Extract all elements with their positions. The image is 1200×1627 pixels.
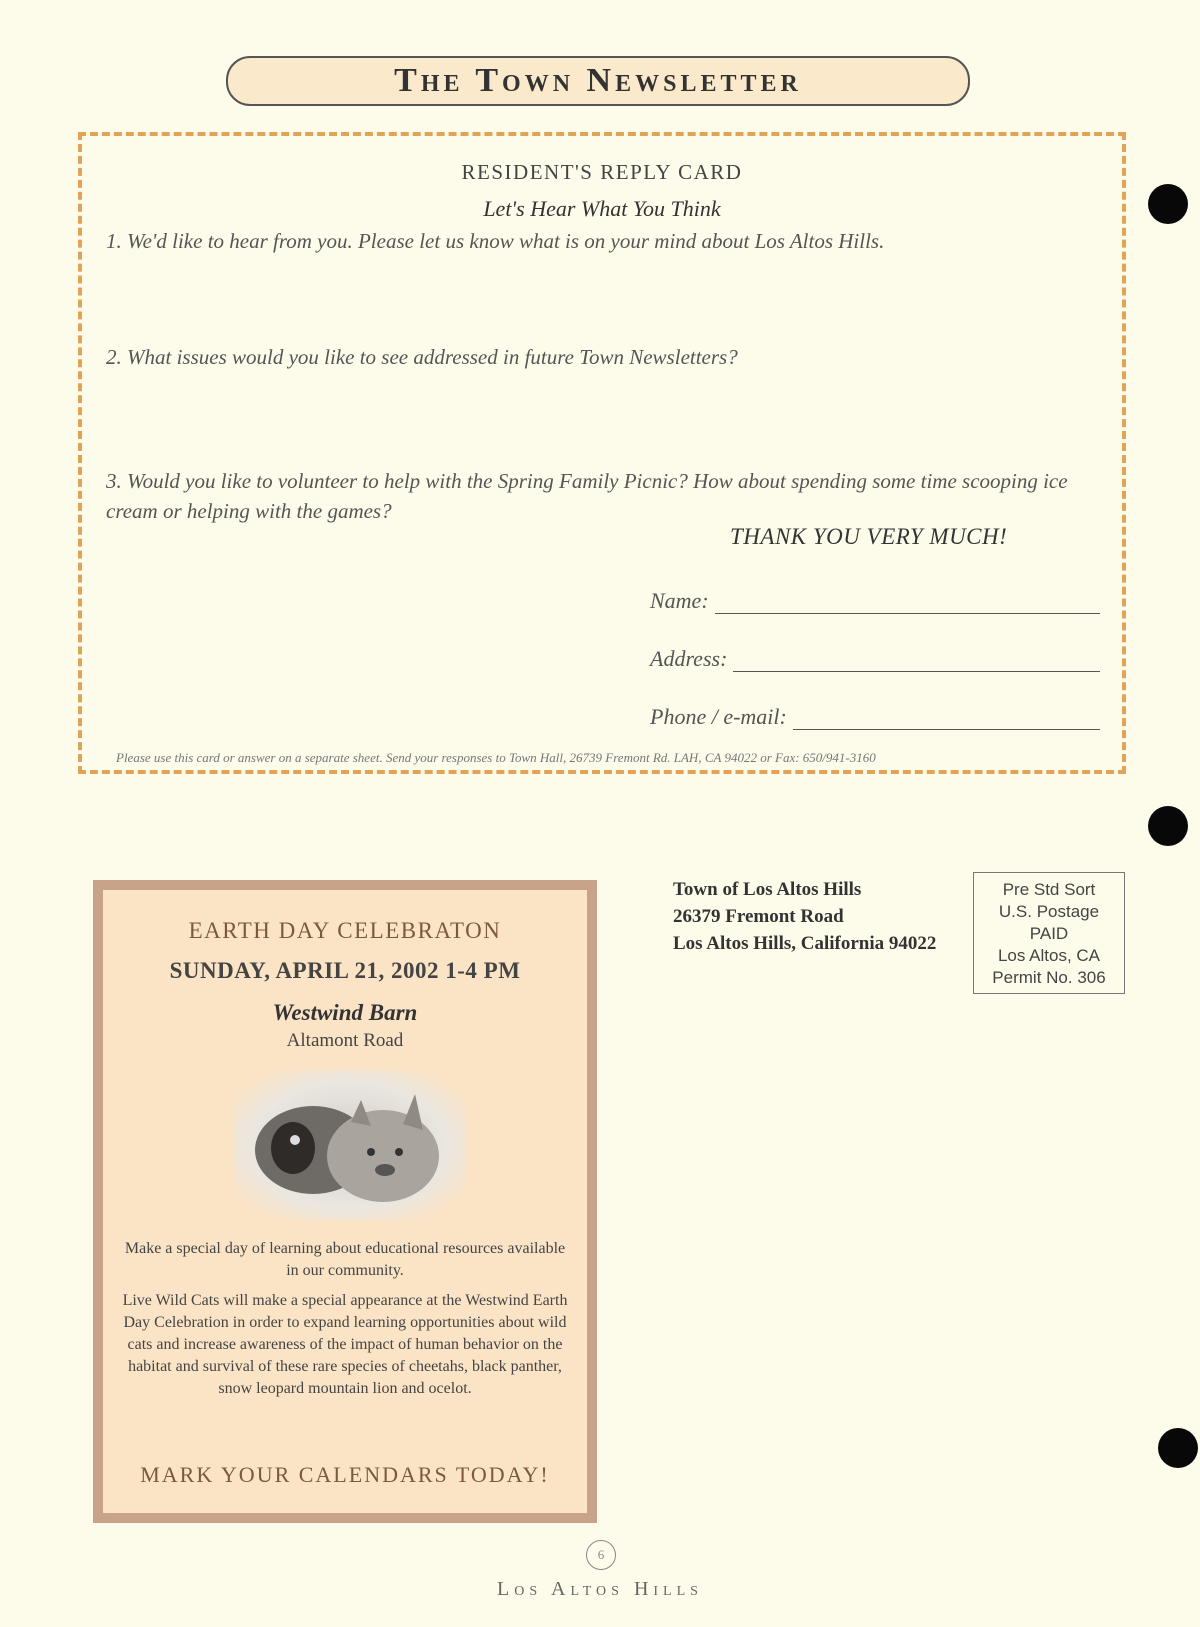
postage-line-2: U.S. Postage: [998, 902, 1100, 921]
address-line[interactable]: [733, 649, 1100, 672]
postage-line-4: Los Altos, CA: [997, 946, 1101, 965]
postage-line-3: PAID: [1029, 924, 1069, 943]
punch-hole: [1148, 184, 1188, 224]
address-field[interactable]: [650, 642, 1100, 672]
masthead-title: The Town Newsletter: [394, 62, 802, 99]
newsletter-masthead: [226, 56, 970, 106]
postage-line-1: Pre Std Sort: [1002, 880, 1096, 899]
reply-card: [78, 132, 1126, 774]
earth-day-paragraph-1: Make a special day of learning about educational resources available in our community.: [124, 1240, 566, 1279]
page-number: 6: [586, 1540, 616, 1570]
reply-card-footnote: Please use this card or answer on a separate sheet. Send your responses to Town Hall, 26739 Fremont Rd. LAH, CA 94022 or Fax: 650/941-3160: [116, 750, 876, 765]
page-footer: Los Altos Hills: [497, 1578, 703, 1600]
name-line[interactable]: [715, 591, 1100, 614]
wildcats-photo-icon: [233, 1070, 465, 1220]
address-line-1: Town of Los Altos Hills: [673, 879, 862, 900]
earth-day-flyer: [93, 880, 597, 1523]
reply-card-title: RESIDENT'S REPLY CARD: [461, 160, 743, 184]
postage-line-5: Permit No. 306: [992, 968, 1106, 987]
question-3: 3. Would you like to volunteer to help with the Spring Family Picnic? How about spending some time scooping ice cream or helping with the games?: [106, 469, 1068, 523]
question-2: 2. What issues would you like to see addressed in future Town Newsletters?: [106, 345, 738, 369]
punch-hole: [1158, 1428, 1198, 1468]
address-line-2: 26379 Fremont Road: [673, 906, 844, 927]
name-label: Name:: [650, 588, 709, 613]
earth-day-cta: MARK YOUR CALENDARS TODAY!: [140, 1462, 550, 1487]
earth-day-title: EARTH DAY CELEBRATON: [188, 918, 502, 943]
earth-day-date: SUNDAY, APRIL 21, 2002 1-4 PM: [169, 958, 521, 983]
earth-day-venue: Westwind Barn: [272, 1000, 418, 1025]
reply-card-subtitle: Let's Hear What You Think: [483, 196, 721, 221]
thank-you-text: THANK YOU VERY MUCH!: [730, 524, 1008, 549]
earth-day-road: Altamont Road: [286, 1030, 404, 1051]
address-label: Address:: [650, 646, 728, 671]
return-address: [673, 876, 936, 957]
name-field[interactable]: [650, 584, 1100, 614]
punch-hole: [1148, 806, 1188, 846]
phone-email-line[interactable]: [793, 707, 1100, 730]
phone-email-label: Phone / e-mail:: [650, 704, 787, 729]
earth-day-paragraph-2: Live Wild Cats will make a special appearance at the Westwind Earth Day Celebration in order to expand learning opportunities about wild cats and increase awareness of the impact of human behavior on the habitat and survival of these rare species of cheetahs, black panther, snow leopard mountain lion and ocelot.: [122, 1292, 568, 1397]
question-1: 1. We'd like to hear from you. Please let us know what is on your mind about Los Altos Hills.: [106, 229, 885, 253]
address-line-3: Los Altos Hills, California 94022: [673, 933, 937, 954]
postage-indicia: [973, 872, 1125, 994]
phone-email-field[interactable]: [650, 700, 1100, 730]
